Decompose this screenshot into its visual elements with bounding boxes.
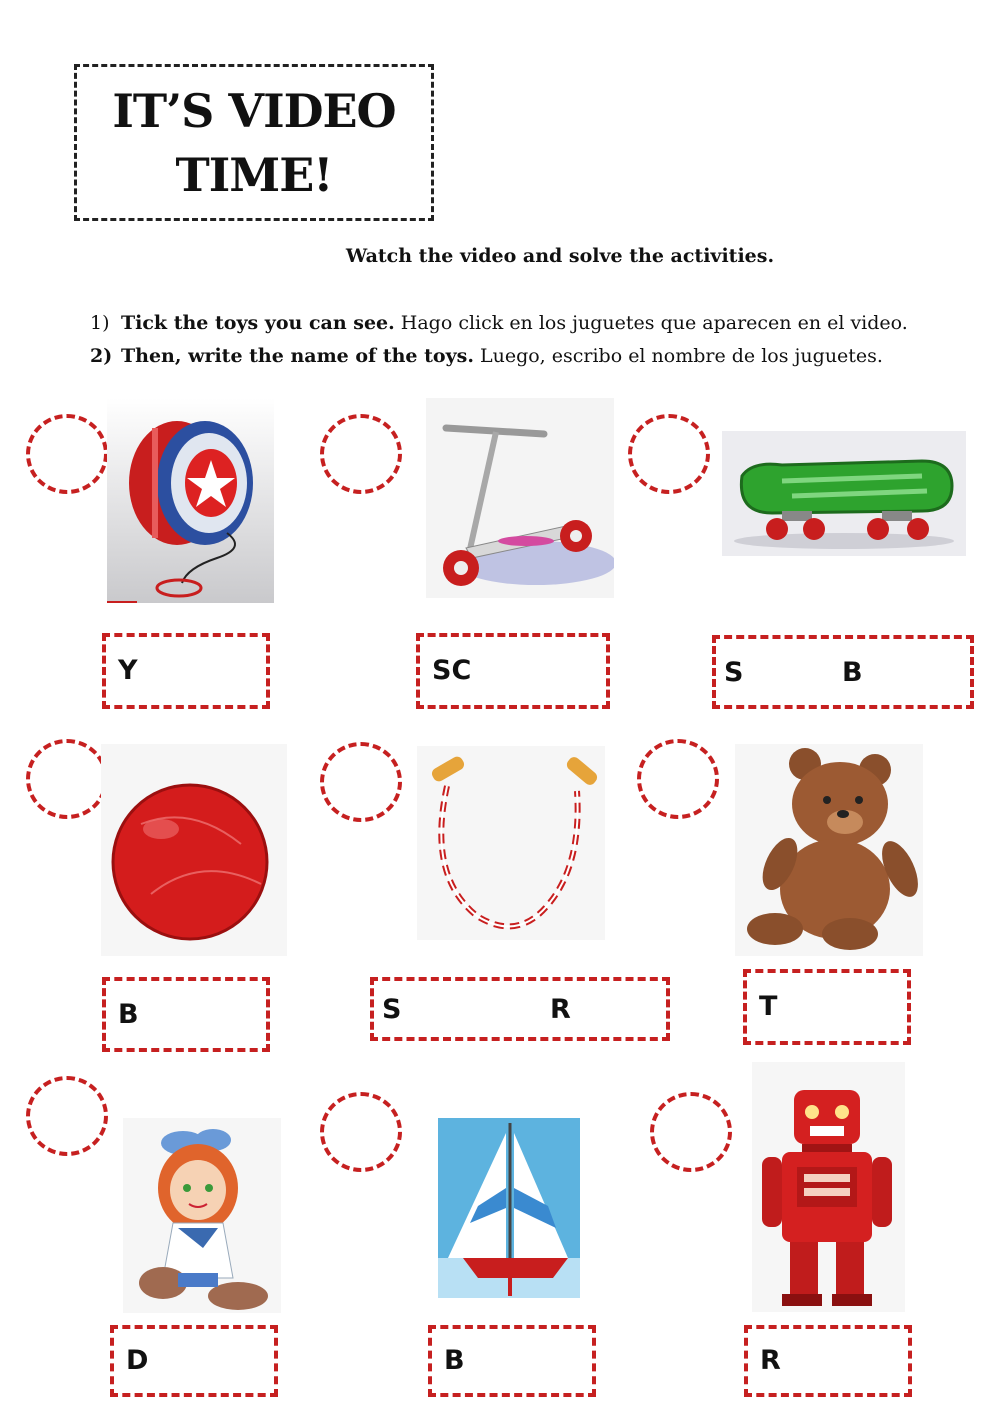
tick-circle-doll[interactable] <box>26 1076 108 1156</box>
skateboard-image <box>722 431 966 556</box>
answer-box-boat[interactable] <box>428 1325 596 1397</box>
hint-letter: S <box>382 994 402 1025</box>
answer-box-skipping-rope[interactable] <box>370 977 670 1041</box>
tick-circle-skateboard[interactable] <box>628 414 710 494</box>
title-box <box>74 64 434 221</box>
robot-image <box>752 1062 905 1312</box>
instruction-1-bold: Tick the toys you can see. <box>121 312 395 334</box>
tick-circle-scooter[interactable] <box>320 414 402 494</box>
title-line-2: TIME! <box>175 147 333 202</box>
answer-box-ball[interactable] <box>102 977 270 1052</box>
tick-circle-ball[interactable] <box>26 739 108 819</box>
subtitle: Watch the video and solve the activities. <box>345 245 775 267</box>
answer-box-teddy-bear[interactable] <box>743 969 911 1045</box>
teddy-bear-image <box>735 744 923 956</box>
ball-image <box>101 744 287 956</box>
instruction-2-text: Luego, escribo el nombre de los juguetes. <box>473 345 883 367</box>
answer-box-robot[interactable] <box>744 1325 912 1397</box>
hint-letter: D <box>126 1345 149 1376</box>
tick-circle-robot[interactable] <box>650 1092 732 1172</box>
hint-letter: SC <box>432 655 472 686</box>
boat-image <box>438 1118 580 1298</box>
hint-letter: R <box>760 1345 781 1376</box>
instruction-2-bold: Then, write the name of the toys. <box>121 345 474 367</box>
instruction-1-text: Hago click en los juguetes que aparecen en el video. <box>394 312 908 334</box>
yoyo-image <box>107 398 274 603</box>
hint-letter: B <box>842 657 863 688</box>
answer-box-skateboard[interactable] <box>712 635 974 709</box>
doll-image <box>123 1118 281 1313</box>
hint-letter: R <box>550 994 571 1025</box>
instruction-2 <box>90 345 883 367</box>
hint-letter: T <box>759 991 778 1022</box>
answer-box-yoyo[interactable] <box>102 633 270 709</box>
answer-box-doll[interactable] <box>110 1325 278 1397</box>
instruction-2-number: 2) <box>90 345 113 367</box>
tick-circle-skipping-rope[interactable] <box>320 742 402 822</box>
tick-circle-teddy-bear[interactable] <box>637 739 719 819</box>
tick-circle-yoyo[interactable] <box>26 414 108 494</box>
scooter-image <box>426 398 614 598</box>
hint-letter: Y <box>118 655 138 686</box>
skipping-rope-image <box>417 746 605 940</box>
answer-box-scooter[interactable] <box>416 633 610 709</box>
hint-letter: S <box>724 657 744 688</box>
instruction-1-number: 1) <box>90 312 110 334</box>
hint-letter: B <box>118 999 139 1030</box>
instruction-1 <box>90 312 908 334</box>
title-line-1: IT’S VIDEO <box>112 83 396 138</box>
hint-letter: B <box>444 1345 465 1376</box>
tick-circle-boat[interactable] <box>320 1092 402 1172</box>
